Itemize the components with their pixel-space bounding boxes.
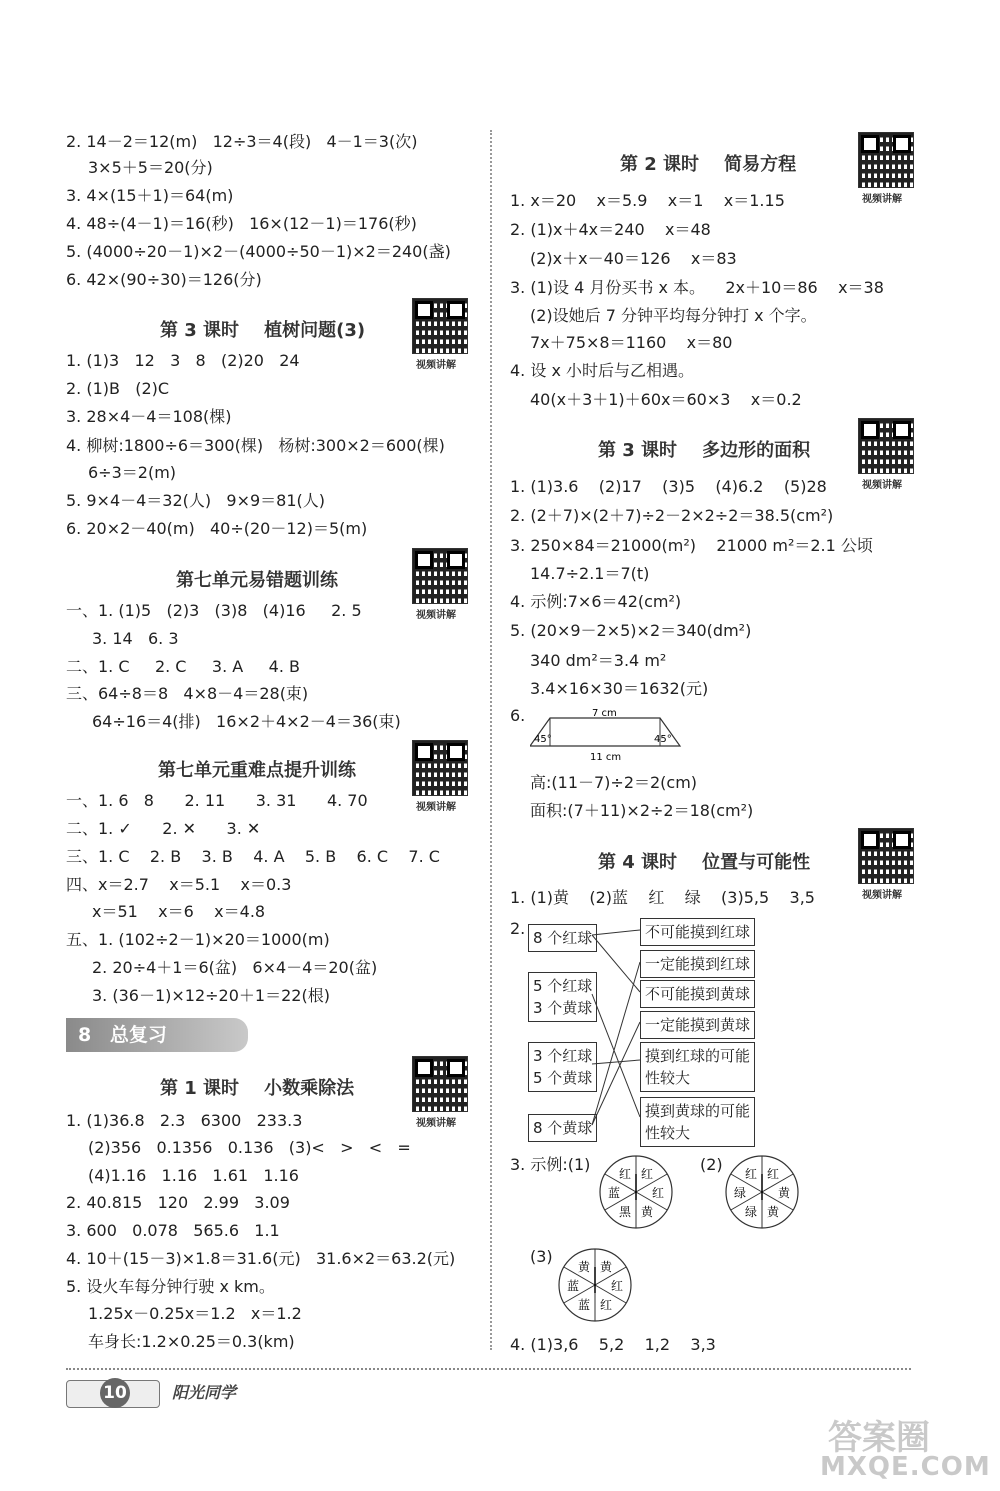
answer-line: 40(x＋3＋1)＋60x＝60×3 x＝0.2: [530, 390, 802, 409]
spinner-label: 红: [611, 1279, 624, 1293]
watermark-url: MXQE.COM: [820, 1452, 991, 1482]
qr-label: 视频讲解: [416, 1118, 456, 1129]
answer-line: (3): [530, 1247, 553, 1266]
answer-line: 1. (1)3.6 (2)17 (3)5 (4)6.2 (5)28: [510, 477, 827, 496]
chapter-number: 8: [78, 1024, 92, 1046]
section-heading: 第 3 课时 多边形的面积: [598, 440, 811, 461]
answer-line: (2)x＋x－40＝126 x＝83: [530, 249, 737, 268]
answer-line: 3.4×16×30＝1632(元): [530, 679, 709, 698]
qr-label: 视频讲解: [862, 480, 902, 491]
answer-line: 二、1. ✓ 2. ✕ 3. ✕: [66, 819, 261, 838]
answer-line: 3. 600 0.078 565.6 1.1: [66, 1221, 280, 1240]
answer-line: (4)1.16 1.16 1.61 1.16: [88, 1166, 299, 1185]
spinner-label: 红: [619, 1166, 632, 1181]
answer-line: 4. 设 x 小时后与乙相遇。: [510, 361, 694, 380]
spinner-label: 黄: [767, 1205, 780, 1220]
spinner-label: 绿: [734, 1186, 747, 1200]
match-right-box: 一定能摸到红球: [640, 950, 755, 978]
answer-line: 6. 42×(90÷30)＝126(分): [66, 270, 262, 289]
answer-line: 5. (4000÷20－1)×2－(4000÷50－1)×2＝240(盏): [66, 242, 451, 261]
answer-line: 5. 设火车每分钟行驶 x km。: [66, 1277, 275, 1296]
answer-line: 3. 28×4－4＝108(棵): [66, 407, 232, 426]
answer-line: 5. 9×4－4＝32(人) 9×9＝81(人): [66, 491, 326, 510]
answer-line: 高:(11－7)÷2＝2(cm): [530, 773, 698, 792]
answer-line: 2. (2＋7)×(2＋7)÷2－2×2÷2＝38.5(cm²): [510, 506, 834, 525]
answer-line: 4. 柳树:1800÷6＝300(棵) 杨树:300×2＝600(棵): [66, 436, 445, 455]
match-right-box: 不可能摸到黄球: [640, 980, 755, 1008]
answer-line: 一、1. (1)5 (2)3 (3)8 (4)16 2. 5: [66, 601, 362, 620]
answer-line: 14.7÷2.1＝7(t): [530, 564, 650, 583]
spinner-label: 红: [600, 1298, 613, 1313]
spinner-label: 红: [641, 1166, 654, 1181]
answer-line: 6.: [510, 706, 526, 725]
match-right-box: 一定能摸到黄球: [640, 1011, 755, 1039]
answer-line: 3. 示例:(1): [510, 1155, 591, 1174]
brand-logo: 阳光同学: [172, 1383, 237, 1402]
footer-rule: [66, 1368, 911, 1370]
spinner-label: 蓝: [578, 1298, 591, 1313]
answer-line: 3. 250×84＝21000(m²) 21000 m²＝2.1 公顷: [510, 536, 873, 555]
answer-line: 4. 示例:7×6＝42(cm²): [510, 592, 682, 611]
spinner-label: 黄: [778, 1186, 791, 1200]
match-left-box: 5 个红球 3 个黄球: [528, 972, 597, 1022]
answer-line: 6. 20×2－40(m) 40÷(20－12)＝5(m): [66, 519, 368, 538]
answer-line: 3. 14 6. 3: [92, 629, 179, 648]
answer-line: 2.: [510, 919, 526, 938]
answer-line: 4. (1)3,6 5,2 1,2 3,3: [510, 1335, 716, 1354]
spinner-label: 蓝: [608, 1186, 621, 1200]
answer-line: 4. 10＋(15－3)×1.8＝31.6(元) 31.6×2＝63.2(元): [66, 1249, 456, 1268]
match-left-box: 8 个红球: [528, 924, 597, 952]
page-number: 10: [100, 1378, 130, 1408]
answer-line: 5. (20×9－2×5)×2＝340(dm²): [510, 621, 752, 640]
match-left-box: 3 个红球 5 个黄球: [528, 1042, 597, 1092]
answer-line: 2. (1)B (2)C: [66, 379, 170, 398]
section-heading: 第 4 课时 位置与可能性: [598, 852, 811, 873]
chapter-title: 总复习: [109, 1024, 167, 1046]
trapezoid-top-label: 7 cm: [592, 708, 617, 719]
spinner-label: 红: [652, 1186, 665, 1200]
angle-left-label: 45°: [534, 734, 552, 745]
answer-line: 1. (1)36.8 2.3 6300 233.3: [66, 1111, 303, 1130]
answer-line: 6÷3＝2(m): [88, 463, 177, 482]
section-heading: 第 3 课时 植树问题(3): [160, 320, 366, 341]
match-right-box: 摸到黄球的可能 性较大: [640, 1097, 755, 1147]
answer-line: (2): [700, 1155, 723, 1174]
answer-line: 四、x＝2.7 x＝5.1 x＝0.3: [66, 875, 292, 894]
answer-line: 面积:(7＋11)×2÷2＝18(cm²): [530, 801, 754, 820]
section-heading: 第七单元易错题训练: [176, 570, 338, 591]
section-heading: 第七单元重难点提升训练: [158, 760, 356, 781]
match-left-box: 8 个黄球: [528, 1114, 597, 1142]
answer-line: 二、1. C 2. C 3. A 4. B: [66, 657, 300, 676]
angle-right-label: 45°: [654, 734, 672, 745]
answer-line: 1. x＝20 x＝5.9 x＝1 x＝1.15: [510, 191, 785, 210]
qr-label: 视频讲解: [416, 802, 456, 813]
answer-line: (2)设她后 7 分钟平均每分钟打 x 个字。: [530, 306, 817, 325]
answer-line: 车身长:1.2×0.25＝0.3(km): [88, 1332, 295, 1351]
answer-line: 2. 14－2＝12(m) 12÷3＝4(段) 4－1＝3(次): [66, 132, 418, 151]
answer-line: 3. (36－1)×12÷20＋1＝22(根): [92, 986, 330, 1005]
answer-line: 1. (1)黄 (2)蓝 红 绿 (3)5,5 3,5: [510, 888, 815, 907]
spinner-label: 红: [767, 1166, 780, 1181]
trapezoid-bottom-label: 11 cm: [590, 752, 622, 763]
answer-line: x＝51 x＝6 x＝4.8: [92, 902, 266, 921]
qr-label: 视频讲解: [416, 610, 456, 621]
spinner-label: 蓝: [567, 1279, 580, 1293]
qr-label: 视频讲解: [862, 194, 902, 205]
answer-line: 2. 20÷4＋1＝6(盆) 6×4－4＝20(盆): [92, 958, 378, 977]
spinner-label: 黄: [641, 1205, 654, 1220]
watermark-logo: 答案圈: [828, 1418, 930, 1458]
answer-line: 3. (1)设 4 月份买书 x 本。 2x＋10＝86 x＝38: [510, 278, 884, 297]
answer-line: 3×5＋5＝20(分): [88, 158, 213, 177]
answer-line: 2. (1)x＋4x＝240 x＝48: [510, 220, 711, 239]
answer-line: 五、1. (102÷2－1)×20＝1000(m): [66, 930, 330, 949]
spinner-label: 红: [745, 1166, 758, 1181]
answer-line: 3. 4×(15＋1)＝64(m): [66, 186, 234, 205]
answer-line: 2. 40.815 120 2.99 3.09: [66, 1193, 290, 1212]
answer-line: 340 dm²＝3.4 m²: [530, 651, 667, 670]
answer-line: 1. (1)3 12 3 8 (2)20 24: [66, 351, 300, 370]
answer-line: 三、64÷8＝8 4×8－4＝28(束): [66, 684, 309, 703]
spinner-s3: [559, 1249, 631, 1321]
spinner-label: 黑: [619, 1205, 632, 1220]
qr-label: 视频讲解: [416, 360, 456, 371]
qr-label: 视频讲解: [862, 890, 902, 901]
answer-line: 三、1. C 2. B 3. B 4. A 5. B 6. C 7. C: [66, 847, 440, 866]
spinner-label: 绿: [745, 1205, 758, 1220]
answer-line: 1.25x－0.25x＝1.2 x＝1.2: [88, 1304, 302, 1323]
match-right-box: 不可能摸到红球: [640, 918, 755, 946]
spinner-s2: [726, 1156, 798, 1228]
answer-line: 7x＋75×8＝1160 x＝80: [530, 333, 733, 352]
answer-line: 一、1. 6 8 2. 11 3. 31 4. 70: [66, 791, 368, 810]
spinner-label: 黄: [578, 1259, 591, 1274]
answer-line: 64÷16＝4(排) 16×2＋4×2－4＝36(束): [92, 712, 401, 731]
spinner-label: 黄: [600, 1259, 613, 1274]
answer-line: (2)356 0.1356 0.136 (3)< > < =: [88, 1138, 411, 1157]
section-heading: 第 1 课时 小数乘除法: [160, 1078, 355, 1099]
section-heading: 第 2 课时 简易方程: [620, 154, 797, 175]
spinner-s1: [600, 1156, 672, 1228]
match-right-box: 摸到红球的可能 性较大: [640, 1042, 755, 1092]
answer-line: 4. 48÷(4－1)＝16(秒) 16×(12－1)＝176(秒): [66, 214, 417, 233]
